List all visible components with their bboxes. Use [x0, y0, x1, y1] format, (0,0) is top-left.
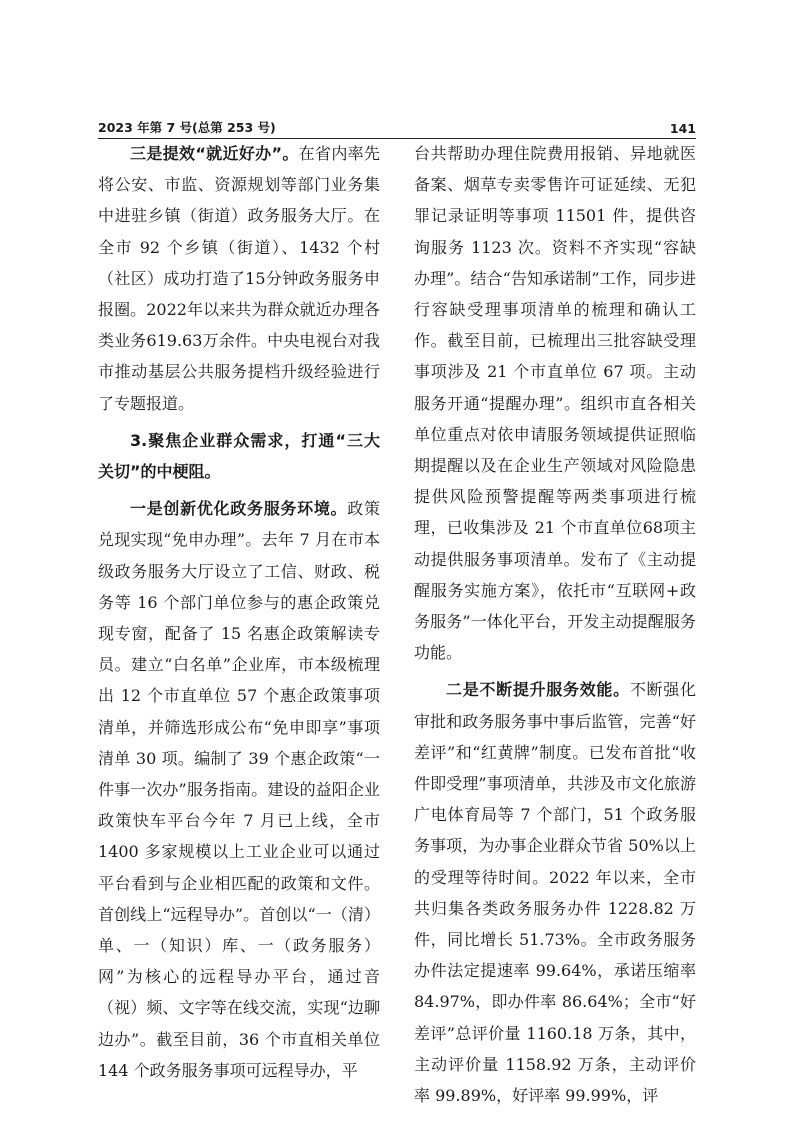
- page-number: 141: [669, 121, 696, 136]
- paragraph-lead: 三是提效“就近好办”。: [130, 144, 299, 163]
- paragraph-body: 不断强化审批和政务服务事中事后监管，完善“好差评”和“红黄牌”制度。已发布首批“收件即受理”事项清单，共涉及市文化旅游广电体育局等 7 个部门，51 个政务服务事项，为办事企业群众节省 50%以上的受理等待时间。2022 年以来，全市共归集各类政务服务办件 1228.82 万件，同比增长 51.73%。全市政务服务办件法定提速率 99.64%，承诺压缩率 84.97%，即办件率 86.64%；全市“好差评”总评价量 1160.18 万条，其中，主动评价量 1158.92 万条，主动评价率 99.89%，好评率 99.99%，评: [414, 680, 696, 1106]
- paragraph: [414, 674, 696, 1111]
- paragraph: 台共帮助办理住院费用报销、异地就医备案、烟草专卖零售许可证延续、无犯罪记录证明等事项 11501 件，提供咨询服务 1123 次。资料不齐实现“容缺办理”。结合“告知承诺制”工作，同步进行容缺受理事项清单的梳理和确认工作。截至目前，已梳理出三批容缺受理事项涉及 21 个市直单位 67 项。主动服务开通“提醒办理”。组织市直各相关单位重点对依申请服务领域提供证照临期提醒以及在企业生产领域对风险隐患提供风险预警提醒等两类事项进行梳理，已收集涉及 21 个市直单位68项主动提供服务事项清单。发布了《主动提醒服务实施方案》，依托市“互联网+政务服务”一体化平台，开发主动提醒服务功能。: [414, 144, 696, 663]
- right-column: [414, 138, 696, 1111]
- paragraph-body: 政策兑现实现“免申办理”。去年 7 月在市本级政务服务大厅设立了工信、财政、税务等 16 个部门单位参与的惠企政策兑现专窗，配备了 15 名惠企政策解读专员。建立“白名单”企业库，市本级梳理出 12 个市直单位 57 个惠企政策事项清单，并筛选形成公布“免申即享”事项清单 30 项。编制了 39 个惠企政策“一件事一次办”服务指南。建设的益阳企业政策快车平台今年 7 月已上线，全市 1400 多家规模以上工业企业可以通过平台看到与企业相匹配的政策和文件。首创线上“远程导办”。首创以“一（清）单、一（知识）库、一（政务服务）网”为核心的远程导办平台，通过音（视）频、文字等在线交流，实现“边聊边办”。截至目前，36 个市直相关单位 144 个政务服务事项可远程导办，平: [98, 499, 380, 1080]
- paragraph-body: 在省内率先将公安、市监、资源规划等部门业务集中进驻乡镇（街道）政务服务大厅。在全市 92 个乡镇（街道）、1432 个村（社区）成功打造了15分钟政务服务申报圈。2022年以来共为群众就近办理各类业务619.63万余件。中央电视台对我市推动基层公共服务提档升级经验进行了专题报道。: [98, 144, 380, 413]
- paragraph: [98, 138, 380, 419]
- left-column: [98, 138, 380, 1086]
- paragraph-lead: 一是创新优化政务服务环境。: [130, 499, 348, 519]
- issue-label: 2023 年第 7 号(总第 253 号): [98, 120, 276, 135]
- section-heading: 3.聚焦企业群众需求，打通“三大关切”的中梗阻。: [98, 430, 380, 482]
- paragraph-lead: 二是不断提升服务效能。: [446, 680, 630, 700]
- paragraph: [98, 493, 380, 1086]
- running-header: [98, 116, 696, 139]
